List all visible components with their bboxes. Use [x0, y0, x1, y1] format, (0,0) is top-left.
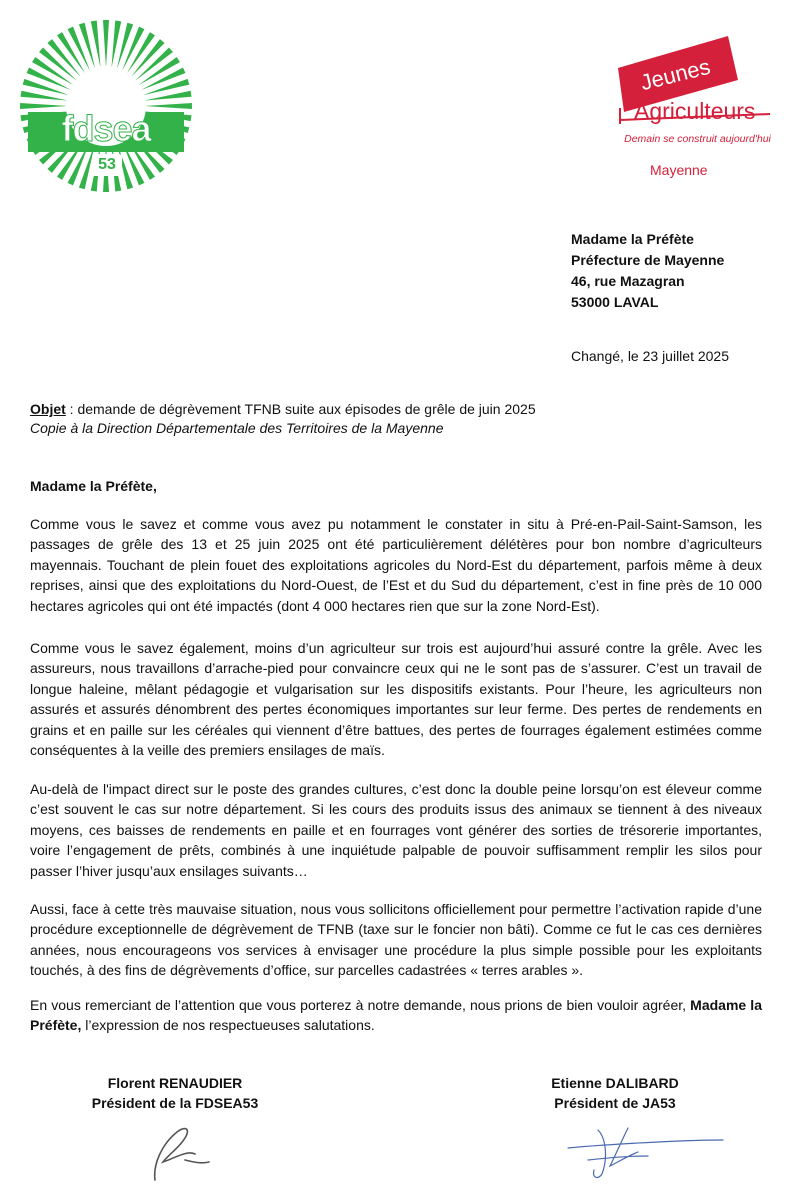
- recipient-address: [571, 229, 724, 313]
- signature-left: [125, 1110, 245, 1190]
- fdsea-logo: [20, 20, 192, 192]
- signatory-name: Florent RENAUDIER: [107, 1075, 243, 1091]
- fdsea-ray: [144, 91, 192, 101]
- subject-line: [30, 400, 760, 419]
- paragraph-5: [30, 995, 762, 1036]
- recipient-line: 53000 LAVAL: [571, 294, 659, 310]
- closing-text: En vous remerciant de l’attention que vous porterez à notre demande, nous prions de bien vouloir agréer,: [30, 997, 691, 1013]
- ja-title-line1: Jeunes: [637, 53, 713, 96]
- recipient-line: Madame la Préfète: [571, 231, 694, 247]
- signatory-title: Président de la FDSEA53: [91, 1095, 259, 1111]
- ja-logo-text: [610, 28, 778, 188]
- paragraph-4: Aussi, face à cette très mauvaise situation, nous vous sollicitons officiellement pour permettre l’activation rapide d’une procédure exceptionnelle de dégrèvement de TFNB (taxe sur le foncier non bâti). Comme ce fut le cas ces dernières années, nous encourageons vos services à envisager une procédure la plus simple possible pour les exploitants touchés, à des fins de dégrèvements d’office, sur parcelles cadastrées « terres arables ».: [30, 901, 762, 979]
- paragraph-2: Comme vous le savez également, moins d’un agriculteur sur trois est aujourd’hui assuré contre la grêle. Avec les assureurs, nous travaillons d’arrache-pied pour convaincre ceux qui ne le sont pas de s’assurer. C’est un travail de longue haleine, mêlant pédagogie et vulgarisation sur les dispositifs existants. Pour l’heure, les agriculteurs non assurés et assurés dénombrent des pertes économiques importantes sur leur ferme. Des pertes de rendements en grains et en paille sur les céréales qui viennent d’être battues, des pertes de fourrages également estimées comme conséquentes à la veille des premiers ensilages de maïs.: [30, 640, 762, 759]
- subject-block: [30, 400, 760, 438]
- recipient-line: Préfecture de Mayenne: [571, 252, 725, 268]
- letter-date: Changé, le 23 juillet 2025: [571, 348, 730, 364]
- ja-tagline: Demain se construit aujourd'hui: [624, 133, 771, 145]
- ja-title-line2: Agriculteurs: [634, 98, 756, 124]
- subject-text: : demande de dégrèvement TFNB suite aux épisodes de grêle de juin 2025: [65, 401, 536, 417]
- fdsea-ray: [20, 103, 68, 109]
- paragraph-1: Comme vous le savez et comme vous avez pu notamment le constater in situ à Pré-en-Pail-Saint-Samson, les passages de grêle des 13 et 25 juin 2025 ont été particulièrement délétères pour bon nombre d’agriculteurs mayennais. Touchant de plein fouet des exploitations agricoles du Nord-Est du département, parfois même à deux reprises, ainsi que des exploitations du Nord-Ouest, de l’Est et du Sud du département, c’est in fine près de 10 000 hectares agricoles qui ont été impactés (dont 4 000 hectares rien que sur la zone Nord-Est).: [30, 516, 762, 614]
- subject-label: Objet: [30, 401, 66, 417]
- paragraph-3: Au-delà de l'impact direct sur le poste des grandes cultures, c’est donc la double peine lorsqu’on est éleveur comme c’est souvent le cas sur notre département. Si les cours des produits issus des animaux se tiennent à des niveaux moyens, ces baisses de rendements en paille et en fourrages vont générer des sorties de trésorerie importantes, voire l’engagement de prêts, combinés à une inquiétude palpable de pouvoir suffisamment remplir les silos pour passer l’hiver jusqu’aux ensilages suivants…: [30, 781, 762, 879]
- fdsea-ray: [91, 21, 101, 69]
- ja-region: Mayenne: [650, 162, 708, 178]
- closing-text-end: l’expression de nos respectueuses salutations.: [81, 1017, 375, 1034]
- fdsea-number: 53: [92, 154, 122, 176]
- fdsea-ray: [111, 21, 121, 69]
- recipient-line: 46, rue Mazagran: [571, 273, 685, 289]
- signature-right: [558, 1108, 728, 1188]
- fdsea-ray: [21, 91, 69, 101]
- fdsea-ray: [144, 103, 192, 109]
- fdsea-ray: [103, 20, 109, 68]
- signatory-right: [495, 1073, 735, 1113]
- closing-bold: Madame la Préfète,: [30, 997, 762, 1034]
- salutation: Madame la Préfète,: [30, 478, 157, 494]
- copy-line: Copie à la Direction Départementale des Territoires de la Mayenne: [30, 420, 444, 436]
- signatory-title: Président de JA53: [554, 1095, 676, 1111]
- fdsea-wordmark: fdsea: [61, 108, 151, 149]
- signatory-name: Etienne DALIBARD: [551, 1075, 679, 1091]
- signatory-left: [55, 1073, 295, 1113]
